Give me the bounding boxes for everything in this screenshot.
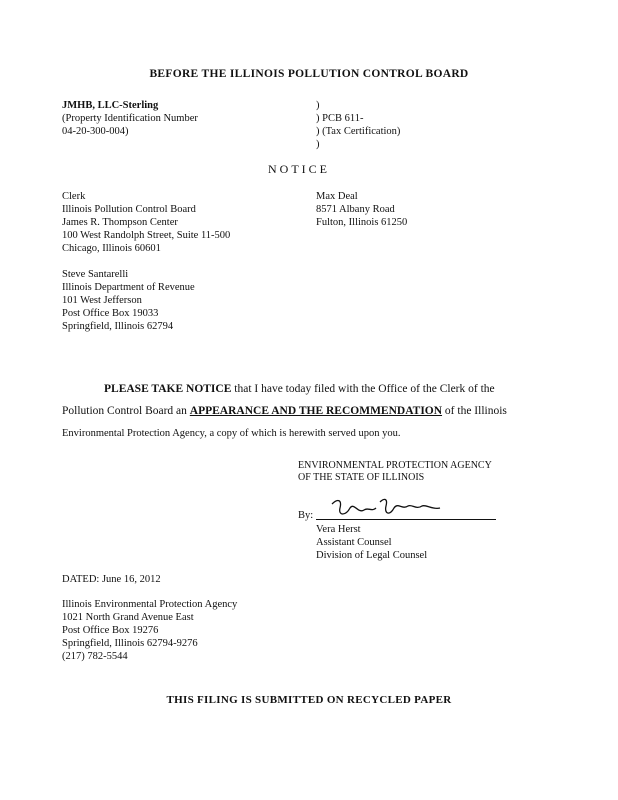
address-line: Chicago, Illinois 60601 [62, 243, 161, 254]
please-take-notice: PLEASE TAKE NOTICE [104, 383, 232, 395]
signer-title: Assistant Counsel [316, 537, 392, 548]
caption-paren: ) [316, 100, 320, 111]
by-label: By: [298, 510, 314, 521]
address-line: 1021 North Grand Avenue East [62, 612, 194, 623]
address-line: 100 West Randolph Street, Suite 11-500 [62, 230, 231, 241]
caption-party: JMHB, LLC-Sterling [62, 100, 159, 111]
address-line: Illinois Pollution Control Board [62, 204, 196, 215]
document-filed: APPEARANCE AND THE RECOMMENDATION [189, 405, 443, 417]
notice-heading: NOTICE [268, 162, 330, 176]
address-line: Post Office Box 19276 [62, 625, 159, 636]
signer-name: Vera Herst [316, 524, 361, 535]
address-line: 101 West Jefferson [62, 295, 142, 306]
date-line: DATED: June 16, 2012 [62, 574, 161, 585]
address-line: Springfield, Illinois 62794 [62, 321, 174, 332]
case-type: ) (Tax Certification) [316, 126, 401, 137]
address-line: Clerk [62, 191, 86, 202]
caption-paren: ) [316, 139, 320, 150]
address-line: Post Office Box 19033 [62, 308, 159, 319]
recycled-paper-footer: THIS FILING IS SUBMITTED ON RECYCLED PAPER [166, 694, 452, 706]
body-line-1 [104, 383, 495, 395]
address-line: James R. Thompson Center [62, 217, 178, 228]
body-text: of the Illinois [442, 405, 507, 417]
address-line: 8571 Albany Road [316, 204, 395, 215]
agency-name-line2: OF THE STATE OF ILLINOIS [298, 472, 425, 483]
document-title: BEFORE THE ILLINOIS POLLUTION CONTROL BOARD [149, 68, 469, 80]
body-text: Pollution Control Board an [62, 405, 190, 417]
address-line: Springfield, Illinois 62794-9276 [62, 638, 198, 649]
agency-name: ENVIRONMENTAL PROTECTION AGENCY [298, 460, 492, 471]
address-line: Illinois Environmental Protection Agency [62, 599, 238, 610]
phone-number: (217) 782-5544 [62, 651, 128, 662]
body-line-3: Environmental Protection Agency, a copy of which is herewith served upon you. [62, 428, 401, 439]
address-line: Fulton, Illinois 61250 [316, 217, 408, 228]
caption-line: (Property Identification Number [62, 113, 198, 124]
signer-division: Division of Legal Counsel [316, 550, 428, 561]
address-line: Max Deal [316, 191, 358, 202]
body-line-2 [62, 405, 507, 417]
address-line: Steve Santarelli [62, 269, 129, 280]
handwritten-signature [328, 494, 448, 524]
case-number: ) PCB 611- [316, 113, 364, 124]
caption-line: 04-20-300-004) [62, 126, 129, 137]
address-line: Illinois Department of Revenue [62, 282, 195, 293]
body-text: that I have today filed with the Office of the Clerk of the [231, 383, 495, 395]
